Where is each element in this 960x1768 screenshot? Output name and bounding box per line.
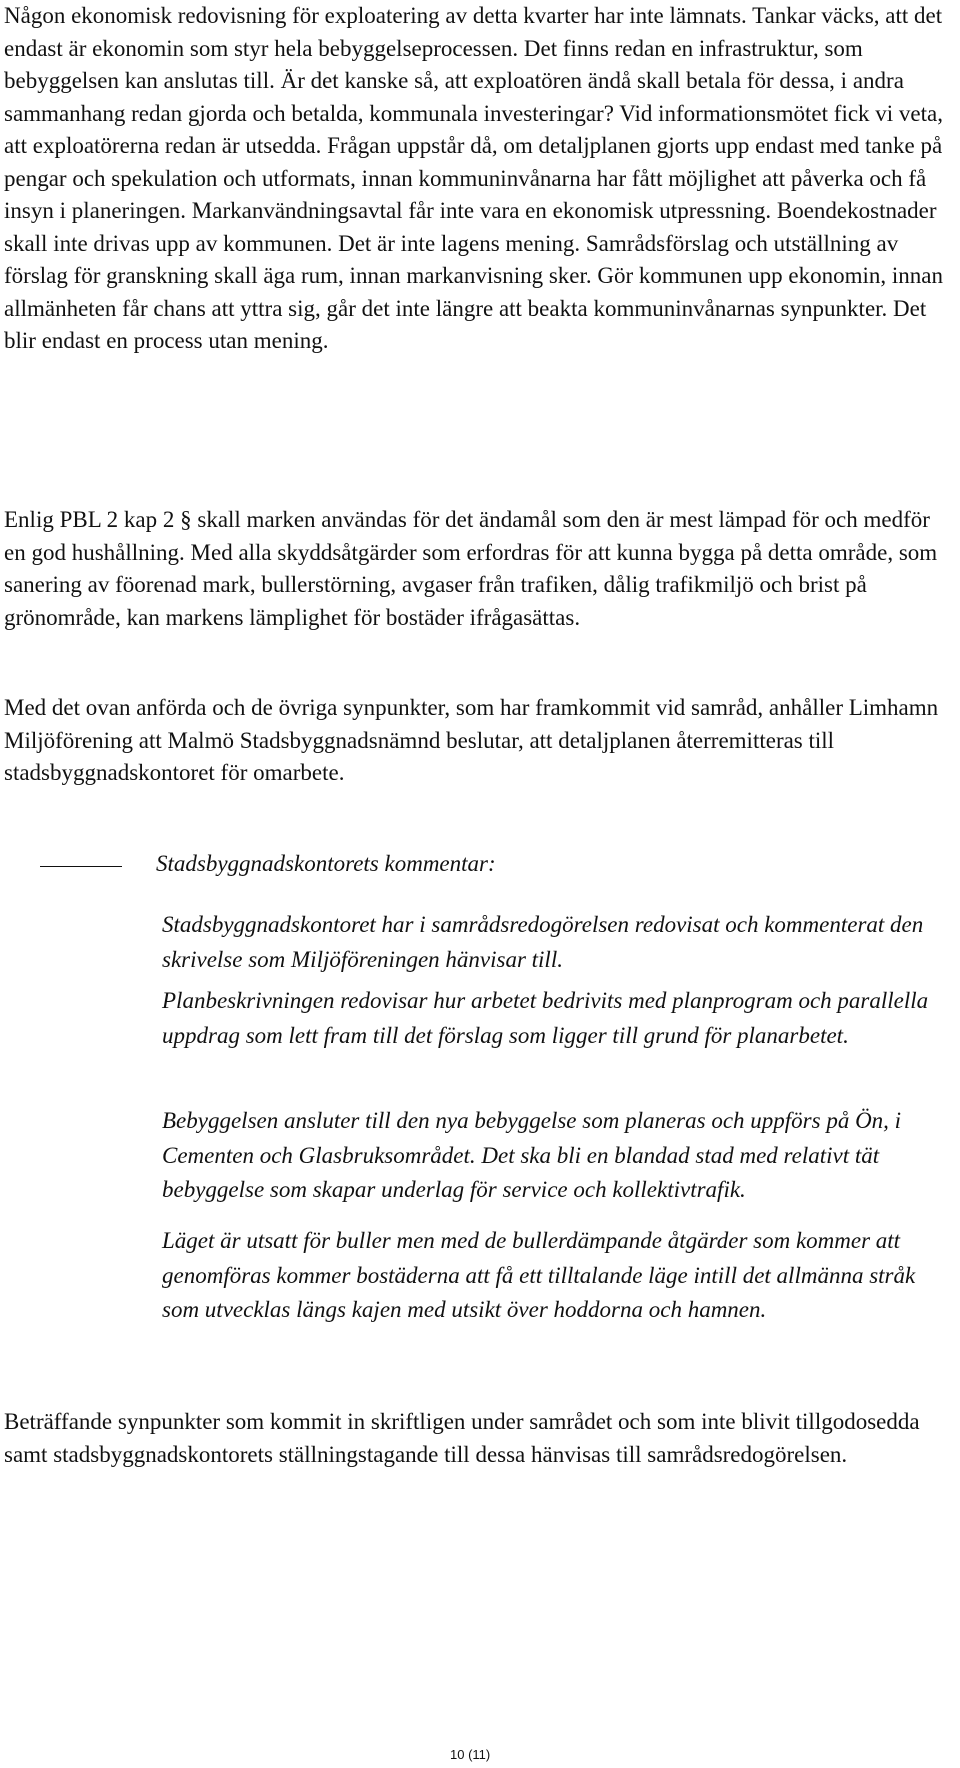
- comment-paragraph: Stadsbyggnadskontoret har i samrådsredogörelsen redovisat och kommenterat den skrivelse som Miljöföreningen hänvisar till.: [162, 912, 924, 972]
- page-number: 10 (11): [450, 1747, 491, 1762]
- dash-bullet: [40, 866, 122, 867]
- comment-paragraph: Läget är utsatt för buller men med de bullerdämpande åtgärder som kommer att genomföras kommer bostäderna att få ett tilltalande läge intill det allmänna stråk som utvecklas längs kajen med utsikt över hoddorna och hamnen.: [162, 1228, 916, 1322]
- comment-heading: Stadsbyggnadskontorets kommentar:: [156, 851, 496, 876]
- paragraph-economic-report: Någon ekonomisk redovisning för exploatering av detta kvarter har inte lämnats. Tankar väcks, att det endast är ekonomin som styr hela bebyggelseprocessen. Det finns redan en infrastruktur, som bebyggelsen kan anslutas till. Är det kanske så, att exploatören ändå skall betala för dessa, i andra sammanhang redan gjorda och betalda, kommunala investeringar? Vid informationsmötet fick vi veta, att exploatörerna redan är utsedda. Frågan uppstår då, om detaljplanen gjorts upp endast med tanke på pengar och spekulation och utformats, innan kommuninvånarna har fått möjlighet att påverka och få insyn i planeringen. Markanvändningsavtal får inte vara en ekonomisk utpressning. Boendekostnader skall inte drivas upp av kommunen. Det är inte lagens mening. Samrådsförslag och utställning av förslag för granskning skall äga rum, innan markanvisning sker. Gör kommunen upp ekonomin, innan allmänheten får chans att yttra sig, går det inte längre att beakta kommuninvånarnas synpunkter. Det blir endast en process utan mening.: [4, 3, 943, 353]
- comment-paragraph: Bebyggelsen ansluter till den nya bebyggelse som planeras och uppförs på Ön, i Cementen och Glasbruksområdet. Det ska bli en blandad stad med relativt tät bebyggelse som skapar underlag för service och kollektivtrafik.: [162, 1108, 902, 1202]
- paragraph-pbl-land-use: Enlig PBL 2 kap 2 § skall marken användas för det ändamål som den är mest lämpad för och medför en god hushållning. Med alla skyddsåtgärder som erfordras för att kunna bygga på detta område, som sanering av föorenad mark, bullerstörning, avgaser från trafiken, dålig trafikmiljö och brist på grönområde, kan markens lämplighet för bostäder ifrågasättas.: [4, 507, 938, 630]
- paragraph-request-remand: Med det ovan anförda och de övriga synpunkter, som har framkommit vid samråd, anhåller Limhamn Miljöförening att Malmö Stadsbyggnadsnämnd beslutar, att detaljplanen återremitteras till stadsbyggnadskontoret för omarbete.: [4, 695, 939, 785]
- comment-paragraph: Planbeskrivningen redovisar hur arbetet bedrivits med planprogram och parallella uppdrag som lett fram till det förslag som ligger till grund för planarbetet.: [162, 988, 929, 1048]
- paragraph-referral-to-report: Beträffande synpunkter som kommit in skriftligen under samrådet och som inte blivit tillgodosedda samt stadsbyggnadskontorets ställningstagande till dessa hänvisas till samrådsredogörelsen.: [4, 1409, 920, 1467]
